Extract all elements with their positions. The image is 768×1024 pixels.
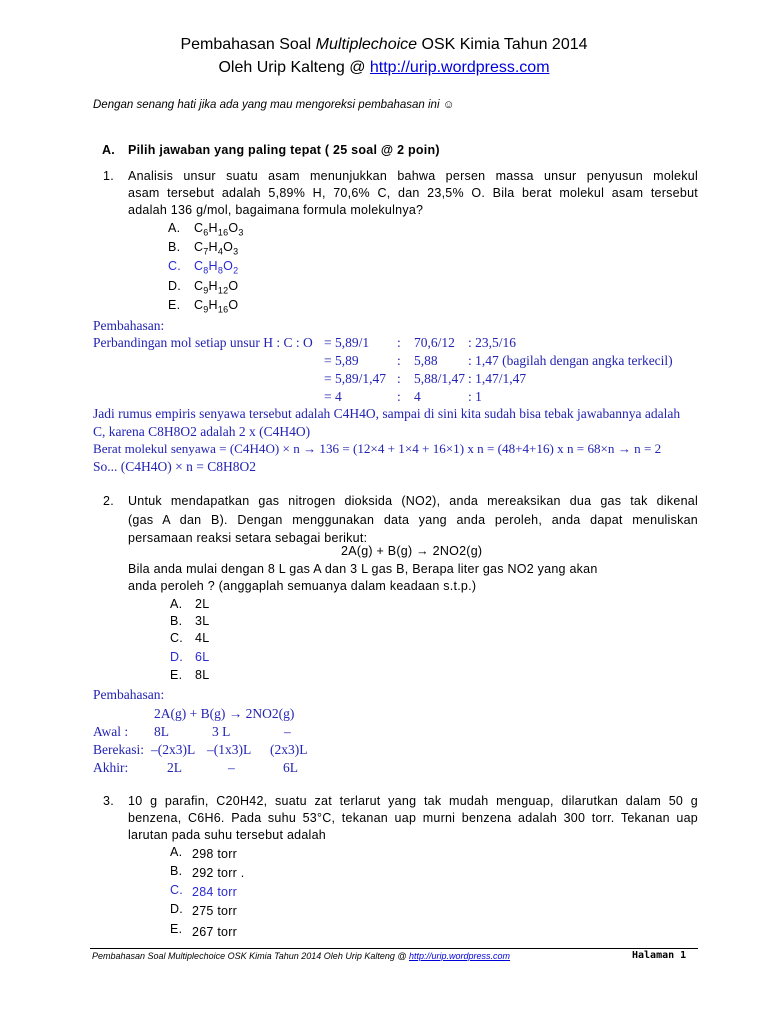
option-letter: C. <box>170 631 183 645</box>
option-letter: A. <box>170 845 183 859</box>
option-a[interactable]: 2L <box>195 597 210 611</box>
question-number: 1. <box>103 169 114 183</box>
ratio-sep: : <box>397 389 401 404</box>
footer-link[interactable]: http://urip.wordpress.com <box>408 951 511 961</box>
q3-line: larutan pada suhu tersebut adalah <box>128 828 326 842</box>
ratio-h: = 5,89/1 <box>324 335 370 350</box>
q3-line: benzena, C6H6. Pada suhu 53°C, tekanan uap murni benzena adalah 300 torr. Tekanan uap <box>128 811 698 825</box>
ratio-c: 70,6/12 <box>414 335 455 350</box>
ratio-o: : 23,5/16 <box>468 335 517 350</box>
ratio-o: : 1,47/1,47 <box>468 371 527 386</box>
option-letter: D. <box>168 279 181 293</box>
option-b[interactable]: 292 torr . <box>192 866 245 880</box>
option-letter: D. <box>170 902 183 916</box>
reaction-equation: 2A(g) + B(g) → 2NO2(g) <box>341 544 483 558</box>
ratio-c: 5,88 <box>414 353 438 368</box>
ratio-sep: : <box>397 371 401 386</box>
q2-line: anda peroleh ? (anggaplah semuanya dalam keadaan s.t.p.) <box>128 579 477 593</box>
option-e[interactable]: 267 torr <box>192 925 238 939</box>
question-number: 3. <box>103 794 114 808</box>
bereaksi-c: (2x3)L <box>270 742 308 757</box>
q2-line: Untuk mendapatkan gas nitrogen dioksida (NO2), anda mereaksikan dua gas tak dikenal <box>128 494 698 508</box>
option-letter: A. <box>170 597 183 611</box>
ratio-o: : 1,47 (bagilah dengan angka terkecil) <box>468 353 673 368</box>
option-letter: E. <box>170 922 183 936</box>
q1-line: Analisis unsur suatu asam menunjukkan bahwa persen massa unsur penyusun molekul <box>128 169 698 183</box>
conclusion-line: Jadi rumus empiris senyawa tersebut adalah C4H4O, sampai di sini kita sudah bisa tebak jawabannya adalah <box>93 406 681 421</box>
ratio-c: 5,88/1,47 <box>414 371 466 386</box>
ratio-h: = 5,89/1,47 <box>324 371 386 386</box>
reaction-line: 2A(g) + B(g) → 2NO2(g) <box>154 706 295 721</box>
q2-line: (gas A dan B). Dengan menggunakan data yang anda peroleh, anda dapat menuliskan <box>128 513 698 527</box>
akhir-a: 2L <box>167 760 182 775</box>
question-number: 2. <box>103 494 114 508</box>
option-letter: B. <box>170 864 183 878</box>
option-letter: D. <box>170 650 183 664</box>
option-letter: C. <box>168 259 181 273</box>
ratio-sep: : <box>397 353 401 368</box>
footer-text: Pembahasan Soal Multiplechoice OSK Kimia Tahun 2014 Oleh Urip Kalteng @ http://urip.wordpress.com <box>92 951 511 961</box>
footer-divider <box>90 948 698 949</box>
ratio-c: 4 <box>414 389 421 404</box>
q2-line: Bila anda mulai dengan 8 L gas A dan 3 L gas B, Berapa liter gas NO2 yang akan <box>128 562 598 576</box>
option-a[interactable]: $C_6H_{16}O_3$ <box>194 221 244 238</box>
option-letter: B. <box>170 614 183 628</box>
ratio-h: = 4 <box>324 389 342 404</box>
akhir-label: Akhir: <box>93 760 129 775</box>
awal-a: 8L <box>154 724 169 739</box>
pembahasan-label: Pembahasan: <box>93 687 165 702</box>
option-c[interactable]: 4L <box>195 631 210 645</box>
option-e[interactable]: 8L <box>195 668 210 682</box>
option-d-answer[interactable]: 6L <box>195 650 210 664</box>
option-letter: E. <box>170 668 183 682</box>
page-title: Pembahasan Soal Multiplechoice OSK Kimia Tahun 2014 <box>180 36 588 53</box>
akhir-c: 6L <box>283 760 298 775</box>
q2-line: persamaan reaksi setara sebagai berikut: <box>128 531 368 545</box>
awal-c: – <box>284 724 291 739</box>
option-e[interactable]: $C_9H_{16}O$ <box>194 298 239 315</box>
awal-label: Awal : <box>93 724 129 739</box>
q3-line: 10 g parafin, C20H42, suatu zat terlarut yang tak mudah menguap, dilarutkan dalam 50 g <box>128 794 698 808</box>
ratio-sep: : <box>397 335 401 350</box>
q1-line: adalah 136 g/mol, bagaimana formula molekulnya? <box>128 203 424 217</box>
option-letter: B. <box>168 240 181 254</box>
option-d[interactable]: $C_9H_{12}O$ <box>194 279 239 296</box>
akhir-b: – <box>228 760 235 775</box>
option-letter: C. <box>170 883 183 897</box>
option-b[interactable]: 3L <box>195 614 210 628</box>
ratio-o: : 1 <box>468 389 482 404</box>
option-a[interactable]: 298 torr <box>192 847 238 861</box>
molecular-weight-line: Berat molekul senyawa = (C4H4O) × n → 136 = (12×4 + 1×4 + 16×1) x n = (48+4+16) x n = 68×n → n = 2 <box>93 441 662 456</box>
option-c-answer[interactable]: $C_8H_8O_2$ <box>194 259 239 276</box>
bereaksi-label: Berekasi: <box>93 742 144 757</box>
option-b[interactable]: $C_7H_4O_3$ <box>194 240 239 257</box>
pembahasan-label: Pembahasan: <box>93 318 165 333</box>
option-d[interactable]: 275 torr <box>192 904 238 918</box>
option-letter: A. <box>168 221 181 235</box>
page-subtitle: Oleh Urip Kalteng @ http://urip.wordpress.com <box>218 59 550 76</box>
bereaksi-a: –(2x3)L <box>151 742 196 757</box>
option-c-answer[interactable]: 284 torr <box>192 885 238 899</box>
section-title: Pilih jawaban yang paling tepat ( 25 soal @ 2 poin) <box>128 143 440 157</box>
section-letter: A. <box>102 143 115 157</box>
q1-line: asam tersebut adalah 5,89% H, 70,6% C, dan 23,5% O. Bila berat molekul asam tersebut <box>128 186 698 200</box>
header-link[interactable]: http://urip.wordpress.com <box>369 59 550 76</box>
awal-b: 3 L <box>212 724 231 739</box>
conclusion-line: C, karena C8H8O2 adalah 2 x (C4H4O) <box>93 424 311 439</box>
page-number: Halaman 1 <box>632 950 687 961</box>
option-letter: E. <box>168 298 181 312</box>
so-line: So... (C4H4O) × n = C8H8O2 <box>93 459 256 474</box>
ratio-h: = 5,89 <box>324 353 359 368</box>
bereaksi-b: –(1x3)L <box>207 742 252 757</box>
intro-note: Dengan senang hati jika ada yang mau mengoreksi pembahasan ini ☺ <box>93 99 455 111</box>
ratio-label: Perbandingan mol setiap unsur H : C : O <box>93 335 313 350</box>
